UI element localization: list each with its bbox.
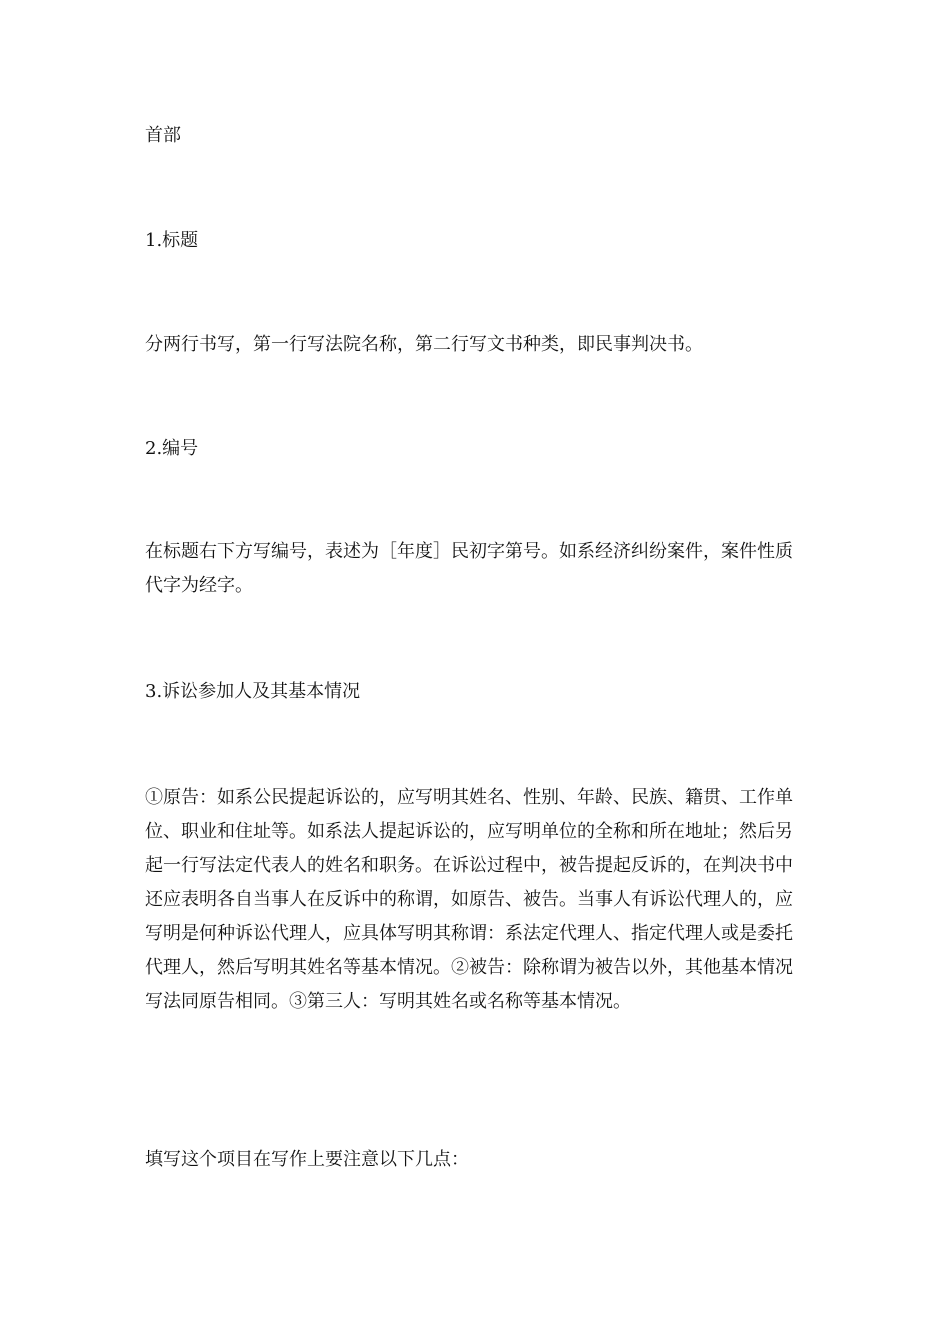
paragraph-notes-intro: 填写这个项目在写作上要注意以下几点： [145, 1149, 469, 1170]
subsection-heading-number: 2.编号 [145, 438, 199, 459]
subsection-heading-participants: 3.诉讼参加人及其基本情况 [145, 681, 361, 702]
subsection-heading-title: 1.标题 [145, 230, 199, 251]
paragraph-title-description: 分两行书写，第一行写法院名称，第二行写文书种类，即民事判决书。 [145, 334, 703, 355]
section-heading: 首部 [145, 125, 181, 146]
paragraph-participants-description: ①原告：如系公民提起诉讼的，应写明其姓名、性别、年龄、民族、籍贯、工作单位、职业和住址等。如系法人提起诉讼的，应写明单位的全称和所在地址；然后另起一行写法定代表人的姓名和职务。在诉讼过程中，被告提起反诉的，在判决书中还应表明各自当事人在反诉中的称谓，如原告、被告。当事人有诉讼代理人的，应写明是何种诉讼代理人，应具体写明其称谓：系法定代理人、指定代理人或是委托代理人，然后写明其姓名等基本情况。②被告：除称谓为被告以外，其他基本情况写法同原告相同。③第三人：写明其姓名或名称等基本情况。 [145, 787, 793, 1012]
paragraph-number-description: 在标题右下方写编号，表述为［年度］民初字第号。如系经济纠纷案件，案件性质代字为经字。 [145, 541, 793, 596]
